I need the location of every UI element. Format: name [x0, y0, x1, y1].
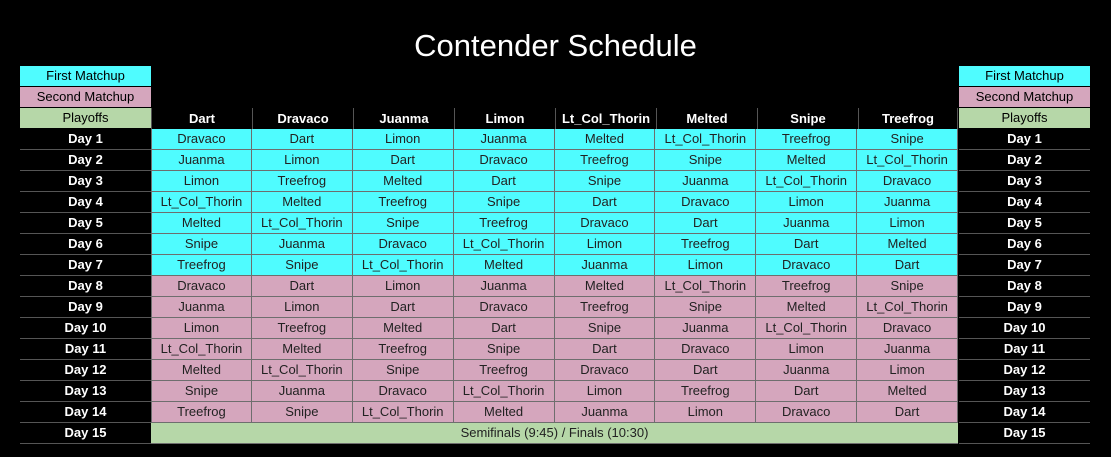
- playoffs-row[interactable]: Semifinals (9:45) / Finals (10:30): [151, 423, 958, 444]
- schedule-cell[interactable]: Lt_Col_Thorin: [756, 318, 857, 339]
- schedule-cell[interactable]: Limon: [857, 213, 958, 234]
- schedule-cell[interactable]: Dart: [454, 171, 555, 192]
- day-label[interactable]: Day 8: [959, 276, 1090, 297]
- schedule-cell[interactable]: Lt_Col_Thorin: [151, 339, 252, 360]
- schedule-cell[interactable]: Juanma: [655, 318, 756, 339]
- schedule-cell[interactable]: Treefrog: [756, 276, 857, 297]
- schedule-row: [151, 339, 958, 360]
- schedule-cell[interactable]: Limon: [555, 381, 656, 402]
- schedule-cell[interactable]: Melted: [353, 318, 454, 339]
- schedule-row: [151, 129, 958, 150]
- header-melted[interactable]: Melted: [656, 108, 757, 129]
- legend-playoffs-left[interactable]: Playoffs: [20, 108, 151, 128]
- schedule-cell[interactable]: Dart: [454, 318, 555, 339]
- schedule-cell[interactable]: Dart: [655, 213, 756, 234]
- day-column-left: [20, 129, 151, 444]
- schedule-cell[interactable]: Dravaco: [151, 129, 252, 150]
- schedule-cell[interactable]: Juanma: [857, 192, 958, 213]
- day-label[interactable]: Day 3: [20, 171, 151, 192]
- page-title: Contender Schedule: [414, 28, 697, 63]
- schedule-cell[interactable]: Treefrog: [555, 297, 656, 318]
- schedule-cell[interactable]: Snipe: [151, 234, 252, 255]
- day-label[interactable]: Day 15: [959, 423, 1090, 444]
- day-label[interactable]: Day 12: [959, 360, 1090, 381]
- schedule-cell[interactable]: Snipe: [454, 339, 555, 360]
- schedule-cell[interactable]: Juanma: [454, 276, 555, 297]
- schedule-cell[interactable]: Snipe: [555, 318, 656, 339]
- schedule-cell[interactable]: Dravaco: [454, 297, 555, 318]
- schedule-cell[interactable]: Snipe: [655, 297, 756, 318]
- day-label[interactable]: Day 13: [959, 381, 1090, 402]
- schedule-cell[interactable]: Lt_Col_Thorin: [252, 213, 353, 234]
- schedule-row: [151, 276, 958, 297]
- header-dravaco[interactable]: Dravaco: [252, 108, 353, 129]
- legend-playoffs-right[interactable]: Playoffs: [959, 108, 1090, 128]
- schedule-row: [151, 360, 958, 381]
- day-label[interactable]: Day 14: [20, 402, 151, 423]
- schedule-cell[interactable]: Melted: [454, 255, 555, 276]
- legend-first-matchup-left[interactable]: First Matchup: [20, 66, 151, 86]
- schedule-cell[interactable]: Juanma: [454, 129, 555, 150]
- schedule-cell[interactable]: Dravaco: [353, 381, 454, 402]
- schedule-cell[interactable]: Treefrog: [756, 129, 857, 150]
- schedule-cell[interactable]: Melted: [756, 297, 857, 318]
- schedule-cell[interactable]: Dart: [353, 150, 454, 171]
- schedule-cell[interactable]: Melted: [151, 213, 252, 234]
- schedule-cell[interactable]: Melted: [555, 129, 656, 150]
- schedule-row: [151, 234, 958, 255]
- schedule-cell[interactable]: Dart: [555, 192, 656, 213]
- schedule-cell[interactable]: Lt_Col_Thorin: [655, 129, 756, 150]
- schedule-cell[interactable]: Melted: [151, 360, 252, 381]
- schedule-cell[interactable]: Dart: [756, 381, 857, 402]
- schedule-cell[interactable]: Treefrog: [655, 381, 756, 402]
- schedule-row: [151, 381, 958, 402]
- schedule-cell[interactable]: Lt_Col_Thorin: [252, 360, 353, 381]
- schedule-cell[interactable]: Snipe: [252, 402, 353, 423]
- schedule-cell[interactable]: Dart: [857, 255, 958, 276]
- schedule-cell[interactable]: Dart: [857, 402, 958, 423]
- schedule-cell[interactable]: Melted: [252, 339, 353, 360]
- legend-first-matchup-right[interactable]: First Matchup: [959, 66, 1090, 86]
- schedule-cell[interactable]: Lt_Col_Thorin: [353, 255, 454, 276]
- schedule-cell[interactable]: Limon: [252, 150, 353, 171]
- schedule-cell[interactable]: Dravaco: [454, 150, 555, 171]
- schedule-row: [151, 150, 958, 171]
- schedule-cell[interactable]: Dravaco: [857, 318, 958, 339]
- schedule-cell[interactable]: Lt_Col_Thorin: [756, 171, 857, 192]
- day-label[interactable]: Day 11: [959, 339, 1090, 360]
- schedule-cell[interactable]: Lt_Col_Thorin: [454, 381, 555, 402]
- schedule-cell[interactable]: Juanma: [756, 360, 857, 381]
- schedule-cell[interactable]: Limon: [555, 234, 656, 255]
- header-lt-col-thorin[interactable]: Lt_Col_Thorin: [555, 108, 656, 129]
- schedule-cell[interactable]: Limon: [756, 339, 857, 360]
- schedule-cell[interactable]: Lt_Col_Thorin: [857, 150, 958, 171]
- header-treefrog[interactable]: Treefrog: [858, 108, 958, 129]
- day-label[interactable]: Day 3: [959, 171, 1090, 192]
- schedule-cell[interactable]: Juanma: [151, 150, 252, 171]
- schedule-cell[interactable]: Treefrog: [252, 318, 353, 339]
- schedule-cell[interactable]: Dravaco: [655, 339, 756, 360]
- schedule-cell[interactable]: Dart: [555, 339, 656, 360]
- header-snipe[interactable]: Snipe: [757, 108, 858, 129]
- header-dart[interactable]: Dart: [151, 108, 252, 129]
- schedule-cell[interactable]: Snipe: [454, 192, 555, 213]
- schedule-cell[interactable]: Limon: [857, 360, 958, 381]
- schedule-cell[interactable]: Dart: [252, 276, 353, 297]
- day-label[interactable]: Day 15: [20, 423, 151, 444]
- schedule-cell[interactable]: Limon: [756, 192, 857, 213]
- schedule-cell[interactable]: Dravaco: [555, 360, 656, 381]
- schedule-row: [151, 192, 958, 213]
- schedule-cell[interactable]: Juanma: [857, 339, 958, 360]
- schedule-row: [151, 171, 958, 192]
- schedule-cell[interactable]: Treefrog: [353, 192, 454, 213]
- schedule-cell[interactable]: Dart: [353, 297, 454, 318]
- header-juanma[interactable]: Juanma: [353, 108, 454, 129]
- schedule-cell[interactable]: Treefrog: [454, 360, 555, 381]
- schedule-cell[interactable]: Melted: [252, 192, 353, 213]
- schedule-cell[interactable]: Snipe: [252, 255, 353, 276]
- schedule-cell[interactable]: Dravaco: [655, 192, 756, 213]
- schedule-cell[interactable]: Lt_Col_Thorin: [655, 276, 756, 297]
- schedule-row: [151, 402, 958, 423]
- schedule-cell[interactable]: Juanma: [555, 402, 656, 423]
- schedule-cell[interactable]: Juanma: [252, 381, 353, 402]
- schedule-cell[interactable]: Limon: [655, 255, 756, 276]
- schedule-cell[interactable]: Limon: [353, 129, 454, 150]
- schedule-cell[interactable]: Snipe: [655, 150, 756, 171]
- day-label[interactable]: Day 12: [20, 360, 151, 381]
- schedule-cell[interactable]: Lt_Col_Thorin: [151, 192, 252, 213]
- legend-second-matchup-right[interactable]: Second Matchup: [959, 87, 1090, 107]
- schedule-cell[interactable]: Melted: [454, 402, 555, 423]
- day-label[interactable]: Day 7: [20, 255, 151, 276]
- day-label[interactable]: Day 2: [20, 150, 151, 171]
- day-label[interactable]: Day 9: [20, 297, 151, 318]
- schedule-cell[interactable]: Juanma: [555, 255, 656, 276]
- schedule-cell[interactable]: Dravaco: [555, 213, 656, 234]
- schedule-cell[interactable]: Treefrog: [454, 213, 555, 234]
- schedule-cell[interactable]: Dravaco: [756, 402, 857, 423]
- schedule-cell[interactable]: Limon: [151, 318, 252, 339]
- schedule-cell[interactable]: Treefrog: [252, 171, 353, 192]
- schedule-cell[interactable]: Juanma: [655, 171, 756, 192]
- schedule-cell[interactable]: Limon: [353, 276, 454, 297]
- day-label[interactable]: Day 11: [20, 339, 151, 360]
- schedule-cell[interactable]: Melted: [555, 276, 656, 297]
- schedule-cell[interactable]: Snipe: [857, 276, 958, 297]
- schedule-cell[interactable]: Dravaco: [151, 276, 252, 297]
- day-label[interactable]: Day 7: [959, 255, 1090, 276]
- schedule-cell[interactable]: Treefrog: [151, 402, 252, 423]
- day-label[interactable]: Day 13: [20, 381, 151, 402]
- schedule-cell[interactable]: Snipe: [857, 129, 958, 150]
- schedule-cell[interactable]: Snipe: [151, 381, 252, 402]
- schedule-cell[interactable]: Lt_Col_Thorin: [353, 402, 454, 423]
- day-label[interactable]: Day 4: [20, 192, 151, 213]
- schedule-cell[interactable]: Lt_Col_Thorin: [454, 234, 555, 255]
- schedule-row: [151, 255, 958, 276]
- header-limon[interactable]: Limon: [454, 108, 555, 129]
- schedule-cell[interactable]: Dravaco: [857, 171, 958, 192]
- schedule-cell[interactable]: Melted: [353, 171, 454, 192]
- day-label[interactable]: Day 10: [20, 318, 151, 339]
- day-label[interactable]: Day 2: [959, 150, 1090, 171]
- legend-second-matchup-left[interactable]: Second Matchup: [20, 87, 151, 107]
- day-label[interactable]: Day 4: [959, 192, 1090, 213]
- schedule-cell[interactable]: Limon: [151, 171, 252, 192]
- day-label[interactable]: Day 14: [959, 402, 1090, 423]
- day-label[interactable]: Day 10: [959, 318, 1090, 339]
- schedule-cell[interactable]: Dravaco: [756, 255, 857, 276]
- schedule-cell[interactable]: Snipe: [353, 360, 454, 381]
- day-label[interactable]: Day 1: [959, 129, 1090, 150]
- schedule-row: [151, 297, 958, 318]
- schedule-cell[interactable]: Dart: [756, 234, 857, 255]
- schedule-cell[interactable]: Snipe: [555, 171, 656, 192]
- day-label[interactable]: Day 9: [959, 297, 1090, 318]
- schedule-grid: [151, 129, 958, 444]
- schedule-cell[interactable]: Limon: [252, 297, 353, 318]
- schedule-cell[interactable]: Limon: [655, 402, 756, 423]
- day-label[interactable]: Day 5: [959, 213, 1090, 234]
- day-column-right: [959, 129, 1090, 444]
- day-label[interactable]: Day 8: [20, 276, 151, 297]
- schedule-cell[interactable]: Juanma: [151, 297, 252, 318]
- schedule-row: [151, 318, 958, 339]
- day-label[interactable]: Day 5: [20, 213, 151, 234]
- day-label[interactable]: Day 1: [20, 129, 151, 150]
- schedule-cell[interactable]: Melted: [857, 234, 958, 255]
- schedule-cell[interactable]: Dart: [252, 129, 353, 150]
- schedule-row: [151, 213, 958, 234]
- schedule-cell[interactable]: Dravaco: [353, 234, 454, 255]
- schedule-cell[interactable]: Treefrog: [151, 255, 252, 276]
- schedule-cell[interactable]: Juanma: [252, 234, 353, 255]
- schedule-cell[interactable]: Treefrog: [655, 234, 756, 255]
- schedule-cell[interactable]: Snipe: [353, 213, 454, 234]
- schedule-cell[interactable]: Melted: [756, 150, 857, 171]
- schedule-cell[interactable]: Treefrog: [353, 339, 454, 360]
- schedule-cell[interactable]: Lt_Col_Thorin: [857, 297, 958, 318]
- schedule-cell[interactable]: Juanma: [756, 213, 857, 234]
- schedule-cell[interactable]: Melted: [857, 381, 958, 402]
- schedule-cell[interactable]: Treefrog: [555, 150, 656, 171]
- day-label[interactable]: Day 6: [20, 234, 151, 255]
- day-label[interactable]: Day 6: [959, 234, 1090, 255]
- schedule-cell[interactable]: Dart: [655, 360, 756, 381]
- header-row: [151, 108, 958, 129]
